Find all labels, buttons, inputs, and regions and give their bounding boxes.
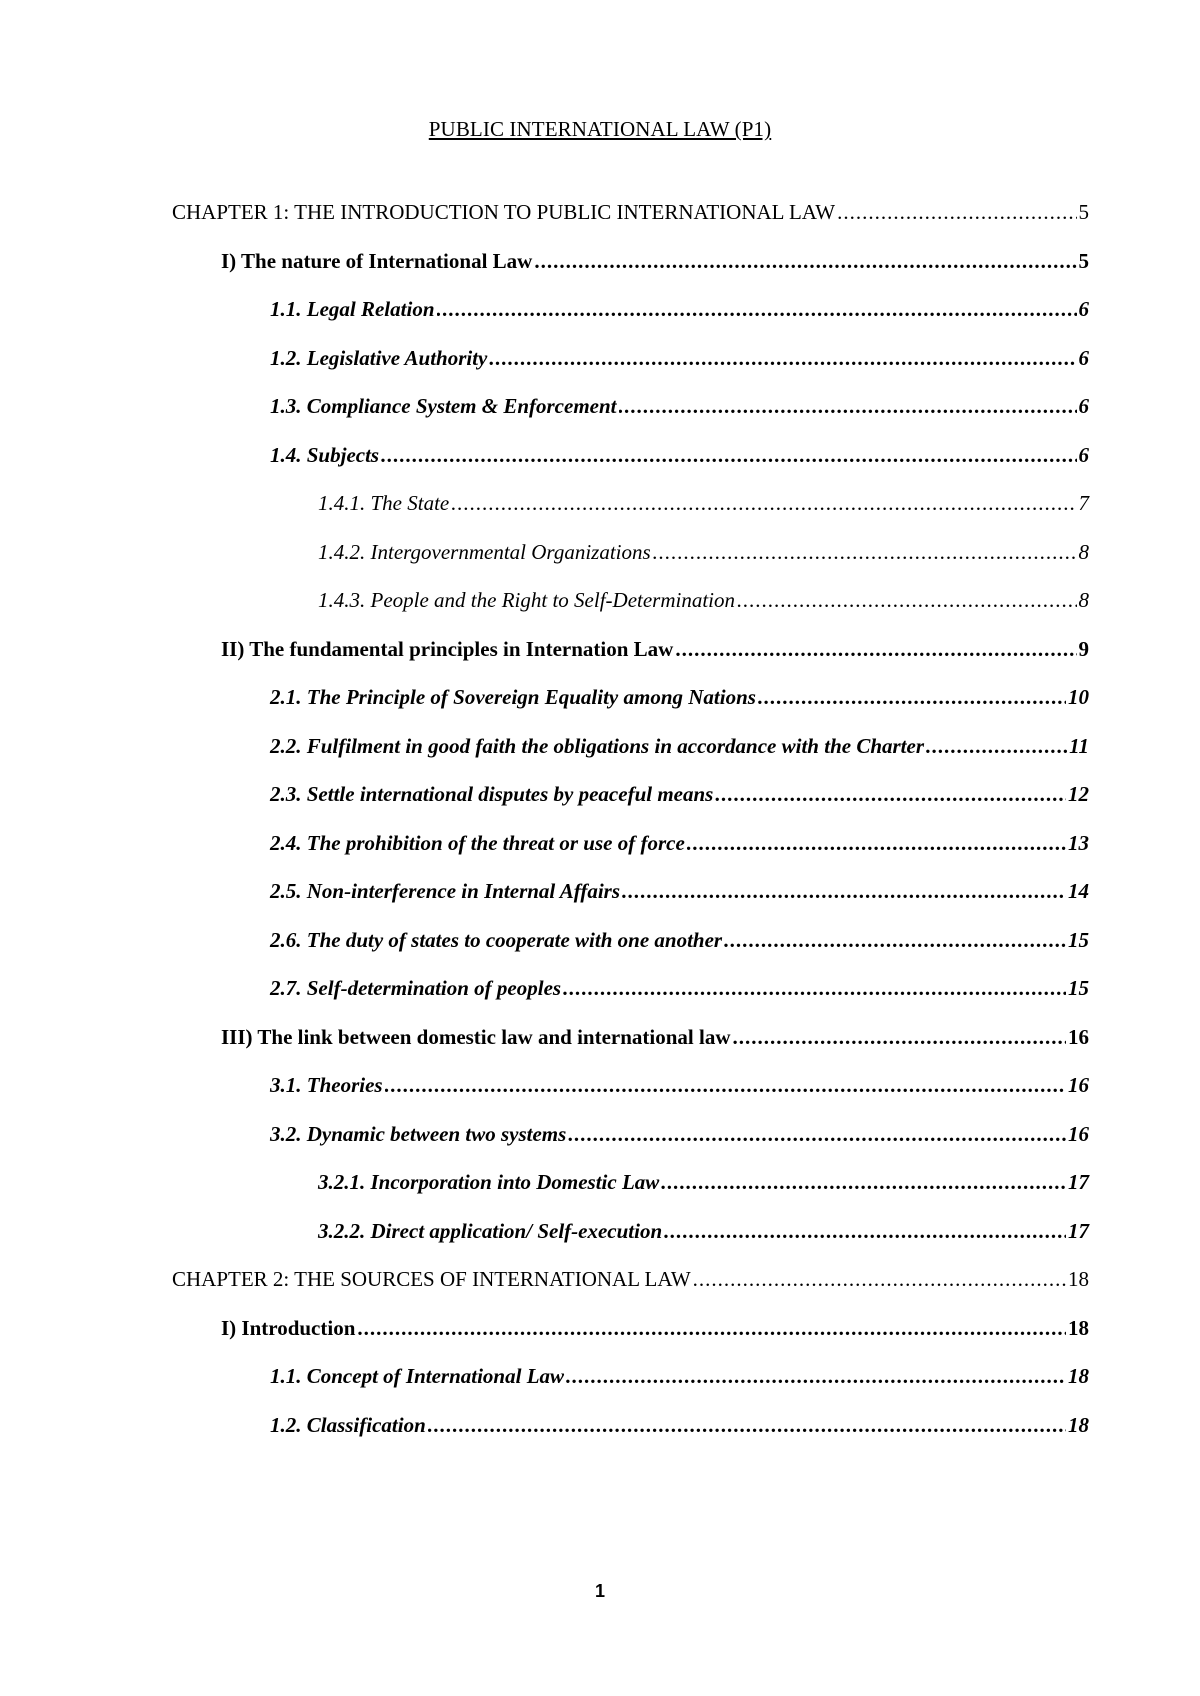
toc-entry-2-2[interactable]: [270, 732, 1089, 760]
toc-entry-label: 1.3. Compliance System & Enforcement: [270, 394, 617, 418]
toc-entry-label: 2.2. Fulfilment in good faith the obligations in accordance with the Charter: [270, 733, 925, 758]
toc-entry-label: 2.6. The duty of states to cooperate with one another: [270, 927, 723, 952]
toc-entry-label: 1.4.1. The State: [318, 491, 450, 515]
toc-entry-label: 1.2. Legislative Authority: [270, 345, 488, 370]
toc-entry-label: 3.2.1. Incorporation into Domestic Law: [318, 1170, 660, 1194]
toc-entry-page: 6: [1078, 394, 1089, 418]
toc-entry-ch2-section-1[interactable]: [221, 1314, 1089, 1342]
toc-entry-page: 15: [1068, 927, 1089, 952]
toc-entry-2-5[interactable]: [270, 877, 1089, 905]
toc-entry-page: 9: [1078, 636, 1089, 661]
toc-entry-page: 17: [1068, 1170, 1089, 1194]
toc-entry-page: 17: [1068, 1218, 1089, 1243]
toc-entry-2-6[interactable]: [270, 926, 1089, 954]
toc-entry-label: I) The nature of International Law: [221, 248, 533, 273]
dot-leader: [534, 247, 1076, 275]
toc-entry-page: 16: [1068, 1121, 1089, 1146]
toc-entry-3-1[interactable]: [270, 1071, 1089, 1099]
toc-entry-page: 16: [1068, 1024, 1089, 1049]
dot-leader: [653, 538, 1077, 566]
toc-entry-label: 1.4.2. Intergovernmental Organizations: [318, 539, 651, 564]
toc-entry-page: 8: [1078, 539, 1089, 564]
dot-leader: [381, 441, 1076, 469]
dot-leader: [428, 1411, 1066, 1439]
toc-entry-page: 8: [1078, 588, 1089, 612]
toc-entry-page: 10: [1068, 685, 1089, 709]
dot-leader: [733, 1023, 1067, 1051]
dot-leader: [385, 1071, 1066, 1099]
toc-entry-2-4[interactable]: [270, 829, 1089, 857]
toc-entry-1-4-1[interactable]: [318, 489, 1089, 517]
toc-entry-label: 2.1. The Principle of Sovereign Equality among Nations: [270, 685, 756, 709]
toc-entry-page: 6: [1078, 297, 1089, 321]
toc-entry-page: 15: [1068, 976, 1089, 1000]
toc-entry-1-1[interactable]: [270, 295, 1089, 323]
dot-leader: [837, 198, 1076, 226]
page-number: 1: [594, 1581, 605, 1601]
toc-entry-page: 7: [1078, 491, 1089, 515]
dot-leader: [664, 1217, 1066, 1245]
toc-entry-label: 1.4. Subjects: [270, 442, 380, 467]
toc-entry-page: 11: [1069, 733, 1089, 758]
toc-entry-label: 1.1. Concept of International Law: [270, 1364, 565, 1388]
dot-leader: [926, 732, 1067, 760]
toc-entry-section-3[interactable]: [221, 1023, 1089, 1051]
toc-entry-page: 6: [1078, 345, 1089, 370]
toc-entry-page: 14: [1068, 879, 1089, 903]
dot-leader: [619, 392, 1077, 420]
toc-entry-page: 18: [1068, 1412, 1089, 1437]
toc-entry-label: III) The link between domestic law and international law: [221, 1024, 731, 1049]
toc-entry-page: 5: [1078, 200, 1089, 224]
dot-leader: [758, 683, 1066, 711]
toc-entry-1-4-2[interactable]: [318, 538, 1089, 566]
dot-leader: [661, 1168, 1066, 1196]
dot-leader: [568, 1120, 1066, 1148]
toc-entry-1-3[interactable]: [270, 392, 1089, 420]
dot-leader: [437, 295, 1077, 323]
dot-leader: [675, 635, 1076, 663]
toc-entry-page: 18: [1068, 1364, 1089, 1388]
dot-leader: [622, 877, 1066, 905]
toc-entry-page: 5: [1078, 248, 1089, 273]
dot-leader: [687, 829, 1066, 857]
toc-entry-label: 1.1. Legal Relation: [270, 297, 435, 321]
toc-entry-3-2-2[interactable]: [318, 1217, 1089, 1245]
dot-leader: [693, 1265, 1066, 1293]
toc-entry-page: 18: [1068, 1267, 1089, 1291]
toc-entry-1-4[interactable]: [270, 441, 1089, 469]
toc-entry-3-2[interactable]: [270, 1120, 1089, 1148]
toc-entry-page: 6: [1078, 442, 1089, 467]
toc-entry-label: 3.2. Dynamic between two systems: [270, 1121, 567, 1146]
toc-entry-label: 3.2.2. Direct application/ Self-execution: [318, 1218, 663, 1243]
dot-leader: [737, 586, 1076, 614]
toc-entry-label: CHAPTER 2: THE SOURCES OF INTERNATIONAL LAW: [172, 1267, 691, 1291]
toc-entry-label: II) The fundamental principles in Internation Law: [221, 636, 674, 661]
dot-leader: [724, 926, 1066, 954]
toc-entry-section-2[interactable]: [221, 635, 1089, 663]
toc-entry-label: 2.4. The prohibition of the threat or use of force: [270, 830, 685, 855]
toc-entry-1-4-3[interactable]: [318, 586, 1089, 614]
toc-entry-2-1[interactable]: [270, 683, 1089, 711]
dot-leader: [715, 780, 1066, 808]
document-title: PUBLIC INTERNATIONAL LAW (P1): [428, 117, 772, 141]
toc-entry-ch2-1-1[interactable]: [270, 1362, 1089, 1390]
toc-entry-3-2-1[interactable]: [318, 1168, 1089, 1196]
toc-entry-chapter-1[interactable]: [172, 198, 1089, 226]
dot-leader: [451, 489, 1076, 517]
toc-entry-section-1[interactable]: [221, 247, 1089, 275]
toc-entry-label: CHAPTER 1: THE INTRODUCTION TO PUBLIC INTERNATIONAL LAW: [172, 200, 836, 224]
toc-entry-page: 13: [1068, 830, 1089, 855]
toc-entry-label: 2.5. Non-interference in Internal Affairs: [270, 879, 621, 903]
dot-leader: [357, 1314, 1066, 1342]
toc-entry-label: 3.1. Theories: [270, 1073, 383, 1097]
dot-leader: [563, 974, 1066, 1002]
toc-entry-label: 1.2. Classification: [270, 1412, 426, 1437]
toc-entry-2-7[interactable]: [270, 974, 1089, 1002]
toc-entry-chapter-2[interactable]: [172, 1265, 1089, 1293]
toc-entry-2-3[interactable]: [270, 780, 1089, 808]
toc-entry-label: 2.3. Settle international disputes by peaceful means: [270, 782, 714, 806]
toc-entry-page: 12: [1068, 782, 1089, 806]
toc-entry-label: I) Introduction: [221, 1315, 356, 1340]
dot-leader: [566, 1362, 1066, 1390]
toc-entry-page: 18: [1068, 1315, 1089, 1340]
toc-entry-label: 2.7. Self-determination of peoples: [270, 976, 562, 1000]
toc-entry-1-2[interactable]: [270, 344, 1089, 372]
toc-entry-ch2-1-2[interactable]: [270, 1411, 1089, 1439]
toc-entry-label: 1.4.3. People and the Right to Self-Determination: [318, 588, 736, 612]
toc-entry-page: 16: [1068, 1073, 1089, 1097]
dot-leader: [489, 344, 1076, 372]
